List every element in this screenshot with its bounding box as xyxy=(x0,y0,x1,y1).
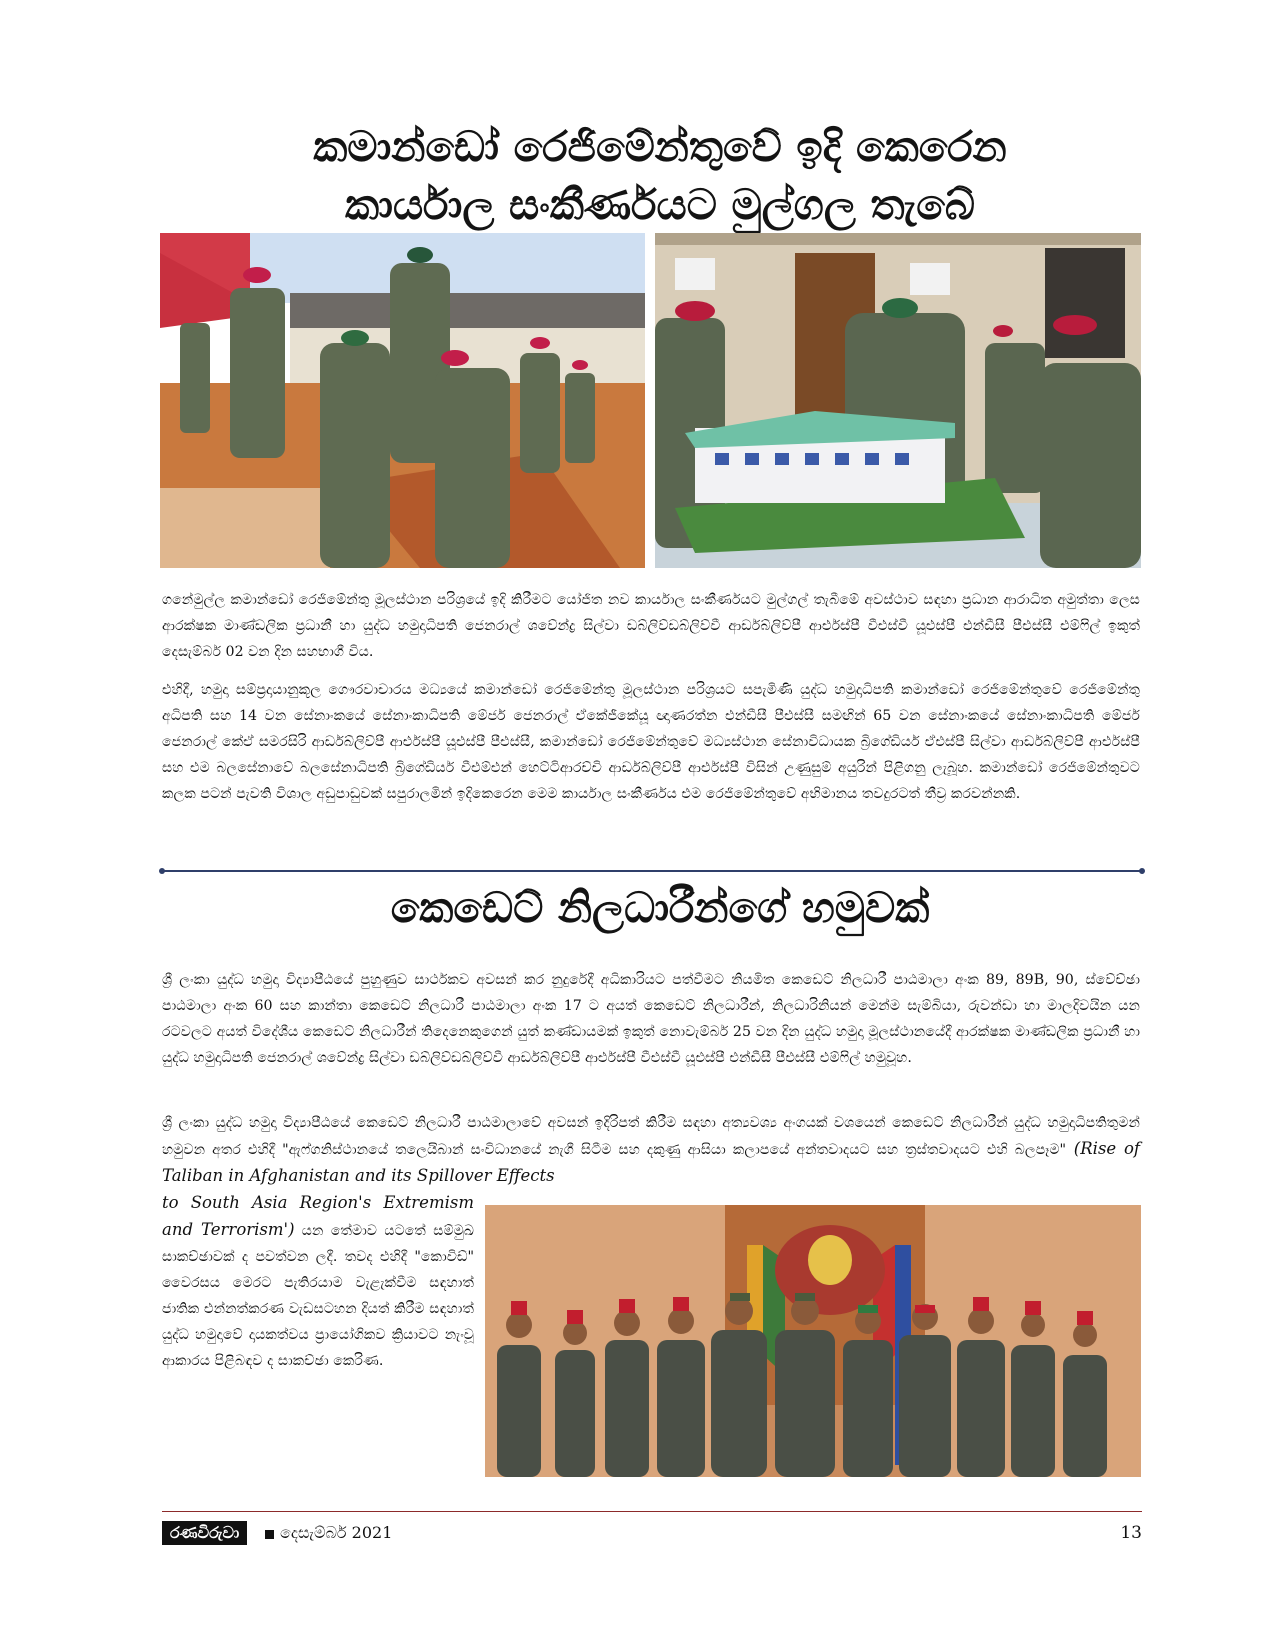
photo-building-model xyxy=(655,233,1141,568)
section-divider xyxy=(162,870,1142,872)
article1-paragraph-1: ගනේමුල්ල කමාන්ඩෝ රෙජිමේන්තු මූලස්ථාන පරිශ්‍රයේ ඉදි කිරීමට යෝජිත නව කාර්යාල සංකීර්ණයට මුල්ගල් තැබීමේ අවස්ථාව සඳහා ප්‍රධාන ආරාධිත අමුත්තා ලෙස ආරක්ෂක මාණ්ඩලික ප්‍රධානී හා යුද්ධ හමුදාධිපති ජෙනරාල් ශවේන්ද්‍ර සිල්වා ඩබ්ලිව්ඩබ්ලිව්වී ආර්ඩබ්ලිව්පී ආර්එස්පී වීඑස්වී යූඑස්පී එන්ඩීසී පීඑස්සී එම්ෆිල් ඉකුත් දෙසැම්බර් 02 වන දින සහභාගී විය. xyxy=(162,592,1140,660)
footer-issue-date: දෙසැම්බර් 2021 xyxy=(280,1523,393,1542)
title-line-2: කාර්යාල සංකීර්ණයට මුල්ගල තැබේ xyxy=(345,180,975,229)
article2-paragraph-3 xyxy=(162,1190,474,1374)
footer-rule xyxy=(162,1511,1142,1512)
article2-paragraph-2-english: (Rise of Taliban in Afghanistan and its Spillover Effects xyxy=(162,1139,1140,1185)
article-title xyxy=(160,118,1160,234)
article2-paragraph-1: ශ්‍රී ලංකා යුද්ධ හමුදා විද්‍යාපීඨයේ පුහුණුව සාර්ථකව අවසන් කර නුදුරේදී අධිකාරියට පත්වීමට නියමිත කෙඩෙට් නිලධාරී පාඨමාලා අංක 89, 89B, 90, ස්වේච්ඡා පාඨමාලා අංක 60 සහ කාන්තා කෙඩෙට් නිලධාරී පාඨමාලා අංක 17 ට අයත් කෙඩෙට් නිලධාරීන්, නිලධාරිනියන් මෙන්ම සැම්බියා, රුවන්ඩා හා මාලදිවයින යන රටවලට අයත් විදේශීය කෙඩෙට් නිලධාරීන් තිදෙනෙකුගෙන් යුත් කණ්ඩායමක් ඉකුත් නොවැම්බර් 25 වන දින යුද්ධ හමුදා මූලස්ථානයේදී ආරක්ෂක මාණ්ඩලික ප්‍රධානී හා යුද්ධ හමුදාධිපති ජෙනරාල් ශවේන්ද්‍ර සිල්වා ඩබ්ලිව්ඩබ්ලිව්වී ආර්ඩබ්ලිව්පී ආර්එස්පී වීඑස්වී යූඑස්පී එන්ඩීසී පීඑස්සී එම්ෆිල් හමුවූහ. xyxy=(162,972,1140,1066)
page-number: 13 xyxy=(1120,1523,1142,1543)
footer-square-bullet xyxy=(265,1530,274,1539)
photo-cadets-group xyxy=(485,1205,1141,1477)
article2-title: කෙඩෙට් නිලධාරීන්ගේ හමුවක් xyxy=(390,883,930,932)
article2-paragraph-3-english: to South Asia Region's Extremism and Terrorism') xyxy=(162,1193,474,1239)
title-line-1: කමාන්ඩෝ රෙජිමේන්තුවේ ඉදි කෙරෙන xyxy=(313,122,1007,171)
article2-paragraph-2-sinhala: ශ්‍රී ලංකා යුද්ධ හමුදා විද්‍යාපීඨයේ කෙඩෙට් නිලධාරී පාඨමාලාවේ අවසන් ඉදිරිපත් කිරීම සඳහා අත්‍යවශ්‍ය අංගයක් වශයෙන් කෙඩෙට් නිලධාරීන් යුද්ධ හමුදාධිපතිතුමන් හමුවන අතර එහිදී "ඇෆ්ගනිස්ථානයේ තලෙයිබාන් සංවිධානයේ නැගී සිටීම සහ දකුණු ආසියා කලාපයේ අන්තවාදයට සහ ත්‍රස්තවාදයට එහි බලපෑම" xyxy=(162,1115,1140,1158)
photo-soldiers-ceremony xyxy=(160,233,645,568)
article1-paragraph-2: එහිදී, හමුදා සම්ප්‍රදායානුකූල ගෞරවාචාරය මධ්‍යයේ කමාන්ඩෝ රෙජිමේන්තු මූලස්ථාන පරිශ්‍රයට සපැමිණි යුද්ධ හමුදාධිපති කමාන්ඩෝ රෙජිමේන්තුවේ රෙජිමේන්තු අධිපති සහ 14 වන සේනාංකයේ සේනාංකාධිපති මේජර් ජෙනරාල් ඒකේජීකේයූ ඥාණරත්න එන්ඩීසී පීඑස්සී සමඟින් 65 වන සේනාංකයේ සේනාංකාධිපති මේජර් ජෙනරාල් කේඒ සමරසිරි ආර්ඩබ්ලිව්පී ආර්එස්පී යූඑස්පී පීඑස්සී, කමාන්ඩෝ රෙජිමේන්තුවේ මධ්‍යස්ථාන සේනාවිධායක බ්‍රිගේඩියර් ඒඑස්පී සිල්වා ආර්ඩබ්ලිව්පී ආර්එස්පී සහ එම බලසේනාවේ බලසේනාධිපති බ්‍රිගේඩියර් වීඑම්එන් හෙට්ටිආරච්චි ආර්ඩබ්ලිව්පී ආර්එස්පී විසින් උණුසුම් අයුරින් පිළිගනු ලැබූහ. කමාන්ඩෝ රෙජිමේන්තුවට කලක පටන් පැවති විශාල අඩුපාඩුවක් සපුරාලමින් ඉදිකෙරෙන මෙම කාර්යාල සංකීර්ණය එම රෙජිමේන්තුවේ අභිමානය තවදුරටත් තීව්‍ර කරවන්නකි. xyxy=(162,682,1140,802)
article2-paragraph-2 xyxy=(162,1110,1140,1190)
article2-paragraph-3-sinhala: යන තේමාව යටතේ සම්මුඛ සාකච්ඡාවක් ද පවත්වන ලදී. තවද එහිදී "කොවිඩ්" වෛරසය මෙරට පැතිරයාම වැළැක්වීම සඳහාත් ජාතික එන්නත්කරණ වැඩසටහන දියත් කිරීම සඳහාත් යුද්ධ හමුදාවේ දායකත්වය ප්‍රායෝගිකව ක්‍රියාවට නැංවූ ආකාරය පිළිබඳව ද සාකච්ඡා කෙරිණ. xyxy=(162,1223,474,1369)
footer-masthead: රණවිරුවා xyxy=(162,1521,247,1545)
